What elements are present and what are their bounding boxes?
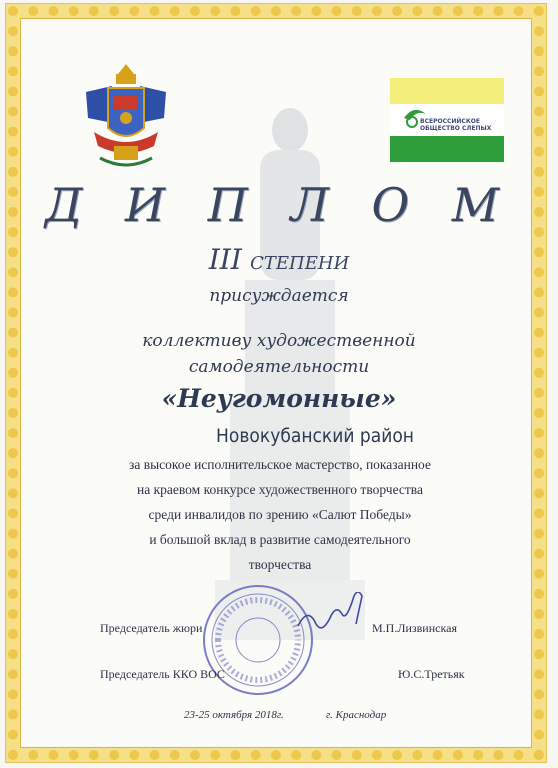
recipient-line-1: коллективу художественной bbox=[142, 331, 416, 351]
reason-paragraph bbox=[60, 452, 500, 577]
reason-line: за высокое исполнительское мастерство, показанное bbox=[129, 457, 431, 472]
district: Новокубанский район bbox=[216, 425, 414, 447]
kko-chair-role: Председатель ККО ВОС bbox=[100, 667, 225, 681]
kko-chair-name: Ю.С.Третьяк bbox=[398, 667, 465, 681]
ensemble-name: «Неугомонные» bbox=[161, 384, 397, 413]
reason-line: на краевом конкурсе художественного творчества bbox=[137, 482, 423, 497]
jury-chair-name: М.П.Лизвинская bbox=[372, 621, 457, 635]
recipient-line-2: самодеятельности bbox=[188, 357, 370, 377]
reason-line: творчества bbox=[248, 557, 312, 572]
vos-logo bbox=[390, 78, 504, 162]
degree-word: СТЕПЕНИ bbox=[250, 253, 350, 274]
degree-heading bbox=[0, 243, 558, 276]
event-date: 23-25 октября 2018г. bbox=[184, 709, 284, 721]
diploma-title: Д И П Л О М bbox=[45, 178, 513, 232]
handwritten-signature-icon bbox=[294, 592, 374, 642]
degree-roman: III bbox=[208, 243, 242, 276]
vos-logo-text: ВСЕРОССИЙСКОЕ ОБЩЕСТВО СЛЕПЫХ bbox=[420, 118, 492, 132]
event-city: г. Краснодар bbox=[326, 709, 387, 721]
reason-line: среди инвалидов по зрению «Салют Победы» bbox=[148, 507, 412, 522]
reason-line: и большой вклад в развитие самодеятельного bbox=[149, 532, 411, 547]
awarded-text: присуждается bbox=[209, 286, 349, 306]
jury-chair-role: Председатель жюри bbox=[100, 621, 203, 635]
krasnodar-coat-of-arms-icon bbox=[78, 62, 174, 172]
